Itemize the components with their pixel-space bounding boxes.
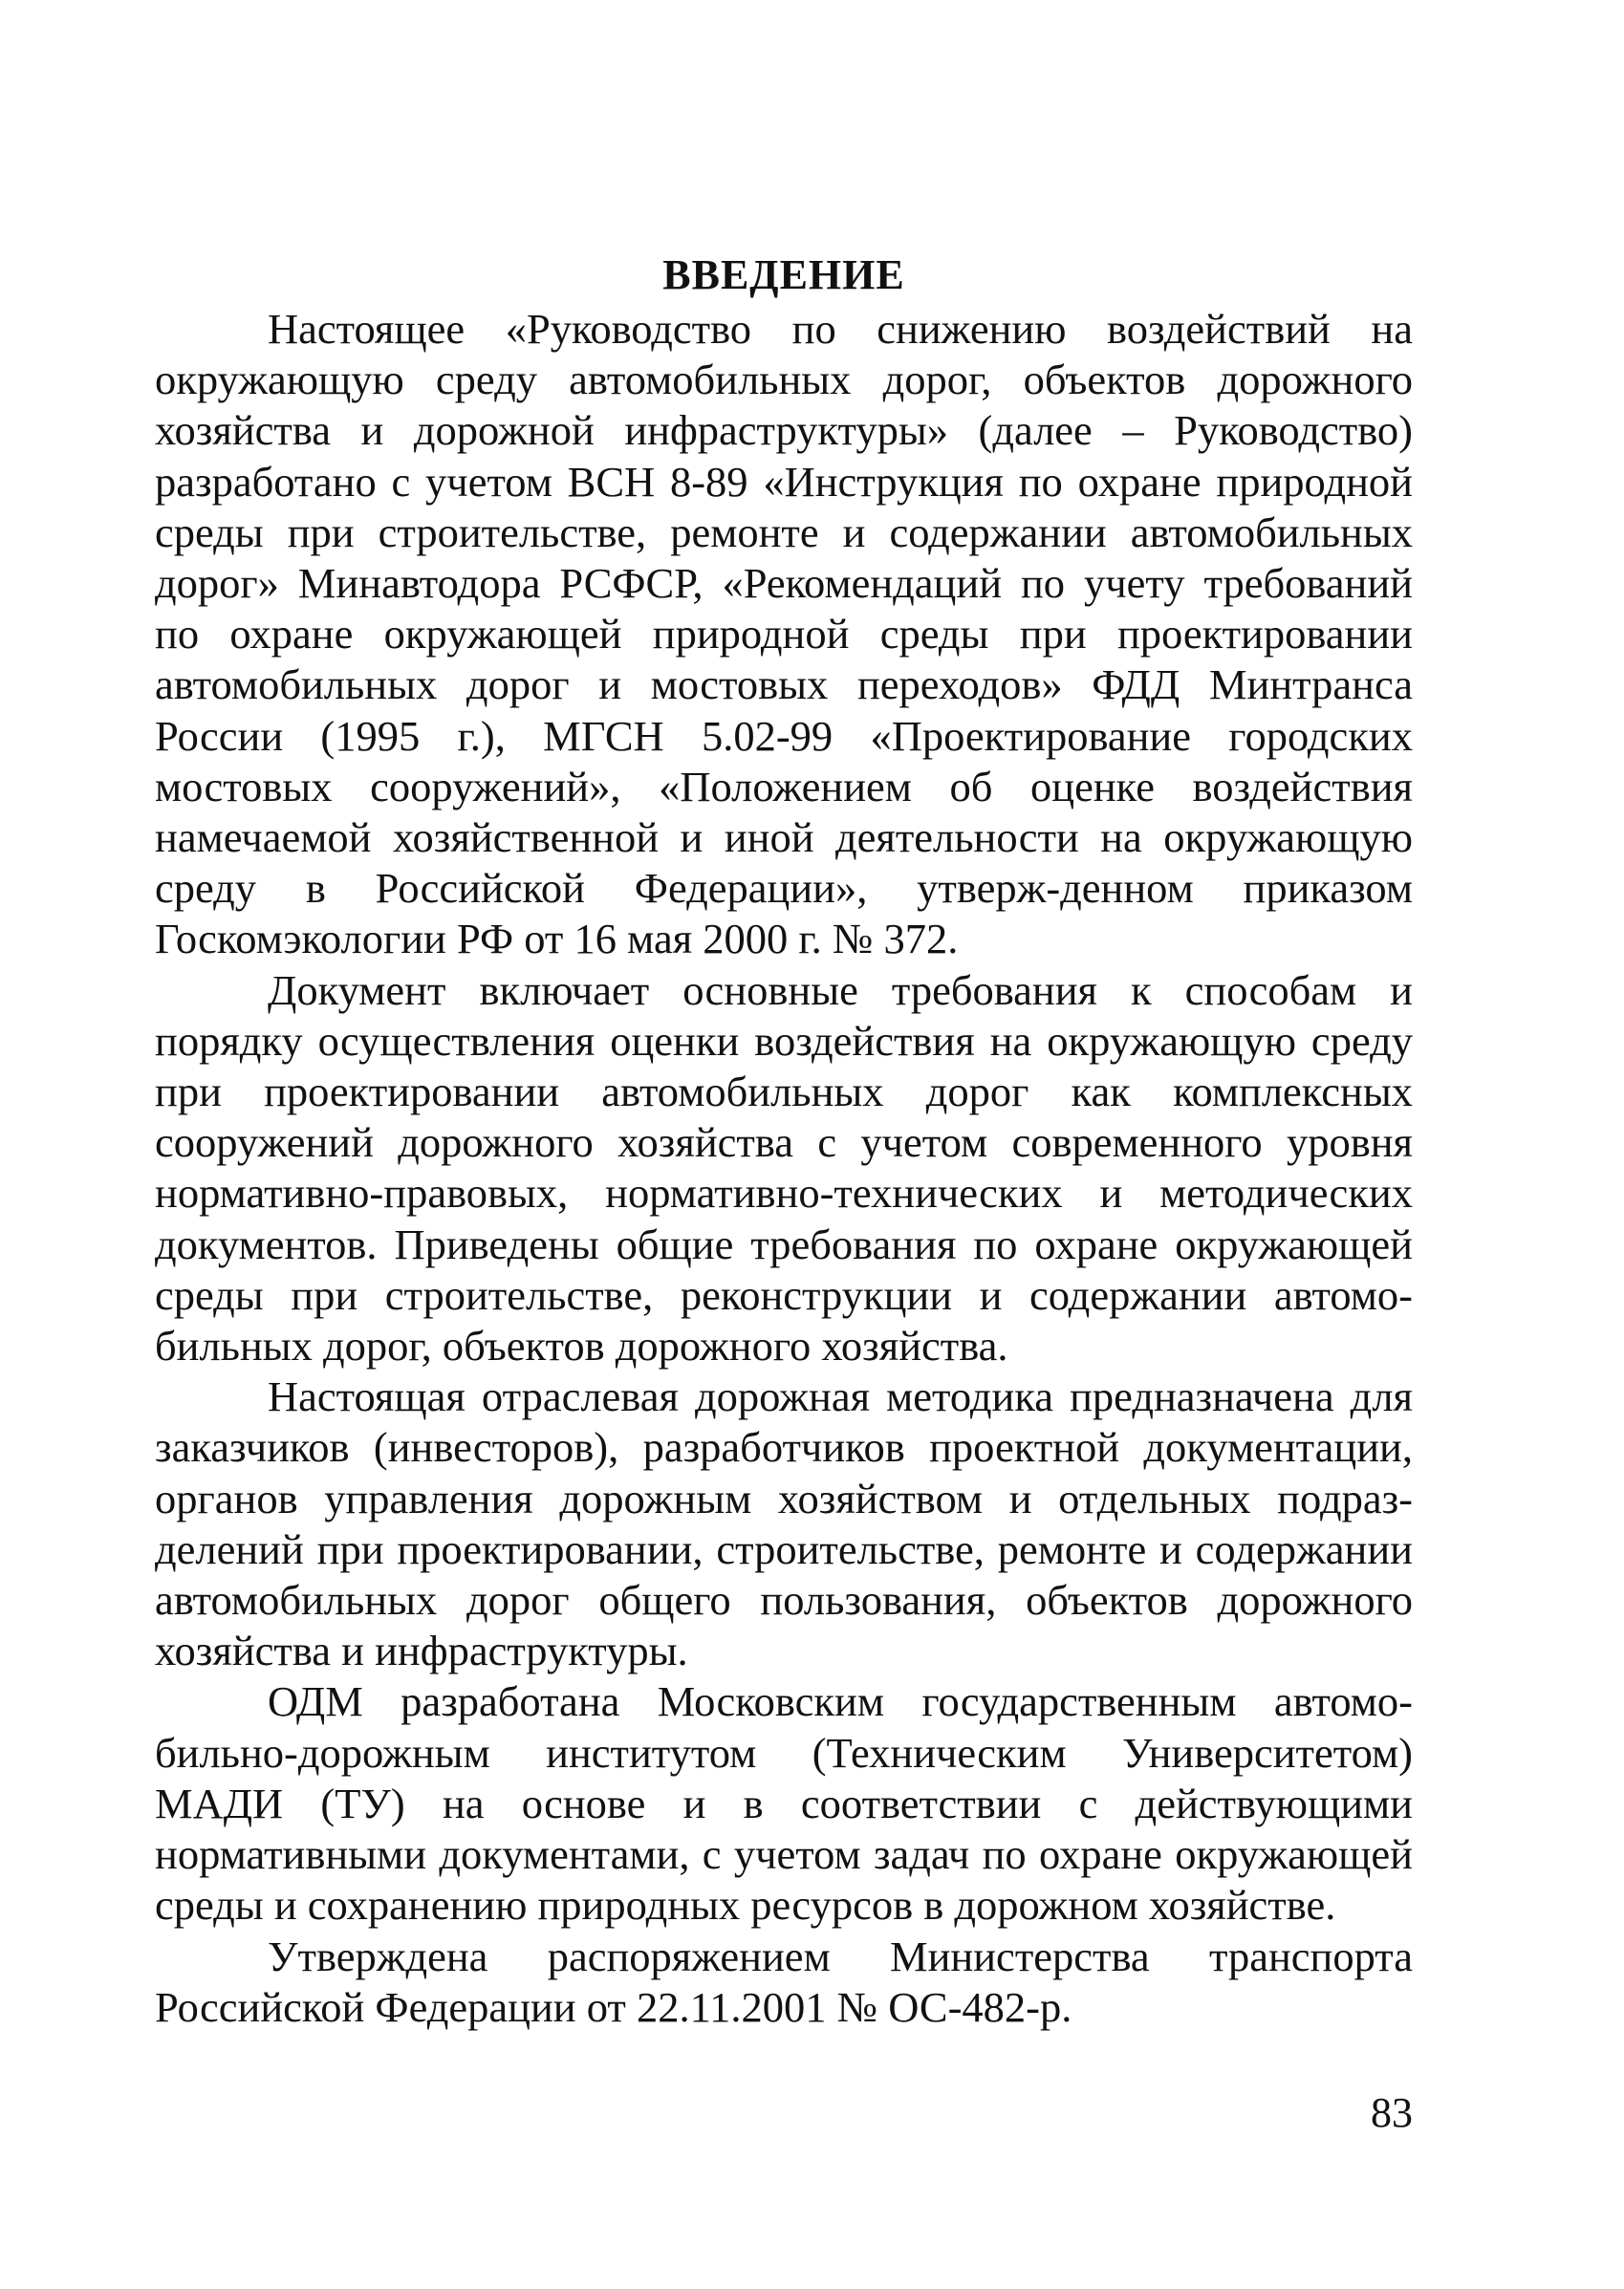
paragraph-scope: Документ включает основные требования к способам и порядку осуществления оценки воздействия на окружающую среду при проектировании автомобильных дорог как комплексных сооружений дорожного хозяйства с учетом современного уровня нормативно-правовых, нормативно-технических и методических документов. Приведены общие требования по охране окружающей среды при строительстве, реконструкции и содержании автомобильных дорог, объектов дорожного хозяйства. [155, 965, 1413, 1371]
document-page [155, 250, 1413, 2033]
page-number: 83 [1371, 2089, 1413, 2136]
paragraph-audience: Настоящая отраслевая дорожная методика предназначена для заказчиков (инвесторов), разработчиков проектной документации, органов управления дорожным хозяйством и отдельных подразделений при проектировании, строительстве, ремонте и содержании автомобильных дорог общего пользования, объектов дорожного хозяйства и инфраструктуры. [155, 1372, 1413, 1675]
paragraph-intro: Настоящее «Руководство по снижению воздействий на окружающую среду автомобильных дорог, объектов дорожного хозяйства и дорожной инфраструктуры» (далее – Руководство) разработано с учетом ВСН 8-89 «Инструкция по охране природной среды при строительстве, ремонте и содержании автомобильных дорог» Минавтодора РСФСР, «Рекомендаций по учету требований по охране окружающей природной среды при проектировании автомобильных дорог и мостовых переходов» ФДД Минтранса России (1995 г.), МГСН 5.02-99 «Проектирование городских мостовых сооружений», «Положением об оценке воздействия намечаемой хозяйственной и иной деятельности на окружающую среду в Российской Федерации», утверж-денном приказом Госкомэкологии РФ от 16 мая 2000 г. № 372. [155, 305, 1413, 963]
paragraph-developer: ОДМ разработана Московским государственным автомобильно-дорожным институтом (Техническим Университетом) МАДИ (ТУ) на основе и в соответствии с действующими нормативными документами, с учетом задач по охране окружающей среды и сохранению природных ресурсов в дорожном хозяйстве. [155, 1677, 1413, 1930]
document-title: ВВЕДЕНИЕ [662, 251, 905, 298]
paragraph-approval: Утверждена распоряжением Министерства транспорта Российской Федерации от 22.11.2001 № ОС-482-р. [155, 1932, 1413, 2031]
